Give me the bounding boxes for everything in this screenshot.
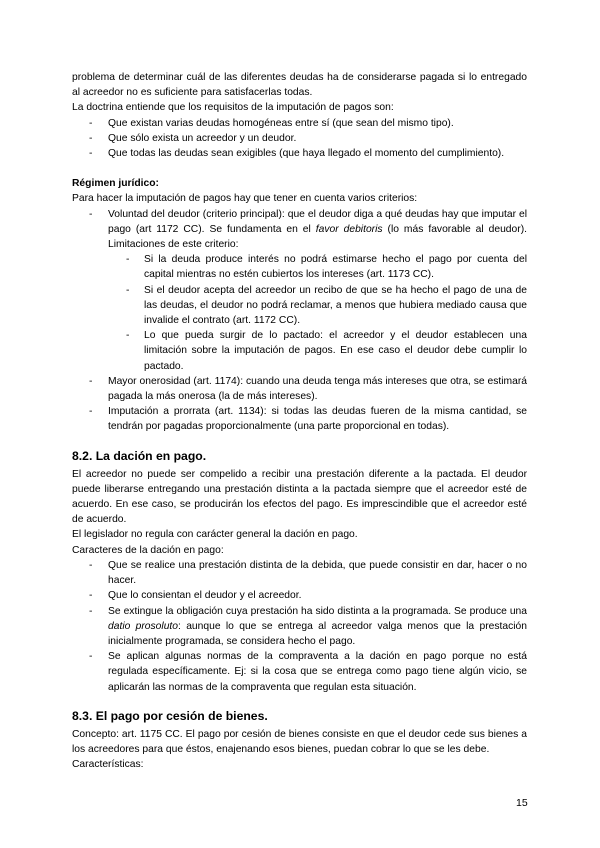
criterios-list bbox=[72, 207, 527, 435]
dacion-paragraph: Caracteres de la dación en pago: bbox=[72, 544, 224, 556]
list-item: - Se extingue la obligación cuya prestación ha sido distinta a la programada. Se produce una datio prosoluto: aunque lo que se entrega al acreedor valga menos que la prestación inicialmente programada, se considera hecho el pago. bbox=[89, 605, 527, 647]
dacion-heading: 8.2. La dación en pago. bbox=[72, 448, 207, 463]
regimen-heading: Régimen jurídico: bbox=[72, 178, 159, 190]
list-item: - Que se realice una prestación distinta de la debida, que puede consistir en dar, hacer o no hacer. bbox=[89, 559, 527, 587]
cesion-concepto: Concepto: art. 1175 CC. El pago por cesión de bienes consiste en que el deudor cede sus bienes a los acreedores para que éstos, enajenando esos bienes, puedan cobrar lo que se les debe. bbox=[72, 728, 527, 755]
cesion-heading: 8.3. El pago por cesión de bienes. bbox=[72, 708, 268, 723]
list-item: - Si la deuda produce interés no podrá estimarse hecho el pago por cuenta del capital mientras no estén cubiertos los intereses (art. 1173 CC). bbox=[126, 254, 527, 281]
regimen-intro: Para hacer la imputación de pagos hay que tener en cuenta varios criterios: bbox=[72, 193, 418, 205]
list-item: - Que todas las deudas sean exigibles (que haya llegado el momento del cumplimiento). bbox=[89, 148, 505, 160]
list-item: - Que lo consientan el deudor y el acreedor. bbox=[89, 590, 302, 602]
list-item: - Que sólo exista un acreedor y un deudor. bbox=[89, 132, 297, 144]
document-body bbox=[72, 70, 527, 772]
list-item: - Si el deudor acepta del acreedor un recibo de que se ha hecho el pago de una de las deudas, el deudor no podrá reclamar, a menos que hubiera mediado causa que invalide el contrato (art. 1172 CC). bbox=[126, 284, 527, 327]
list-item: - Voluntad del deudor (criterio principal): que el deudor diga a qué deudas hay que imputar el pago (art 1172 CC). Se fundamenta en el favor debitoris (lo más favorable al deudor). Limitaciones de este criterio: - Si la deuda produce interés no podrá estimarse hecho el pago por cuenta del capital mientras no estén cubiertos los intereses (art. 1173 CC). - Si el deudor acepta del acreedor un recibo de que se ha hecho el pago de una de las deudas, el deudor no podrá reclamar, a menos que hubiera mediado causa que invalide el contrato (art. 1172 CC). - Lo que pueda surgir de lo pactado: el acreedor y el deudor establecen una limitación sobre la imputación de pagos. En ese caso el deudor debe cumplir lo pactado. bbox=[72, 207, 527, 374]
caracteres-list bbox=[72, 558, 527, 695]
dacion-paragraph: El acreedor no puede ser compelido a recibir una prestación diferente a la pactada. El deudor puede liberarse entregando una prestación distinta a la pactada siempre que el acreedor esté de acuerdo. En ese caso, se producirán los efectos del pago. Es imprescindible que el acreedor esté de acuerdo. bbox=[72, 468, 527, 526]
dacion-paragraph: El legislador no regula con carácter general la dación en pago. bbox=[72, 529, 358, 541]
list-item: - Lo que pueda surgir de lo pactado: el acreedor y el deudor establecen una limitación sobre la imputación de pagos. En ese caso el deudor debe cumplir lo pactado. bbox=[126, 330, 527, 372]
requisitos-list bbox=[72, 116, 527, 162]
page-number: 15 bbox=[516, 797, 528, 809]
list-item: - Se aplican algunas normas de la compraventa a la dación en pago porque no está regulada específicamente. Ej: si la cosa que se entrega como pago tiene algún vicio, se aplicarán las normas de la compraventa que regulan esta situación. bbox=[89, 651, 527, 693]
list-item: - Que existan varias deudas homogéneas entre sí (que sean del mismo tipo). bbox=[89, 117, 454, 129]
requisitos-intro: La doctrina entiende que los requisitos de la imputación de pagos son: bbox=[72, 102, 394, 114]
list-item: - Mayor onerosidad (art. 1174): cuando una deuda tenga más intereses que otra, se estimará pagada la más onerosa (la de más intereses). bbox=[89, 375, 527, 403]
cesion-caracteristicas: Características: bbox=[72, 759, 144, 771]
list-item: - Imputación a prorrata (art. 1134): si todas las deudas fueren de la misma cantidad, se tendrán por pagadas proporcionalmente (una parte proporcional en todas). bbox=[89, 406, 527, 433]
limitaciones-list bbox=[108, 252, 527, 374]
intro-paragraph: problema de determinar cuál de las diferentes deudas ha de considerarse pagada si lo entregado al acreedor no es suficiente para satisfacerlas todas. bbox=[72, 72, 527, 99]
